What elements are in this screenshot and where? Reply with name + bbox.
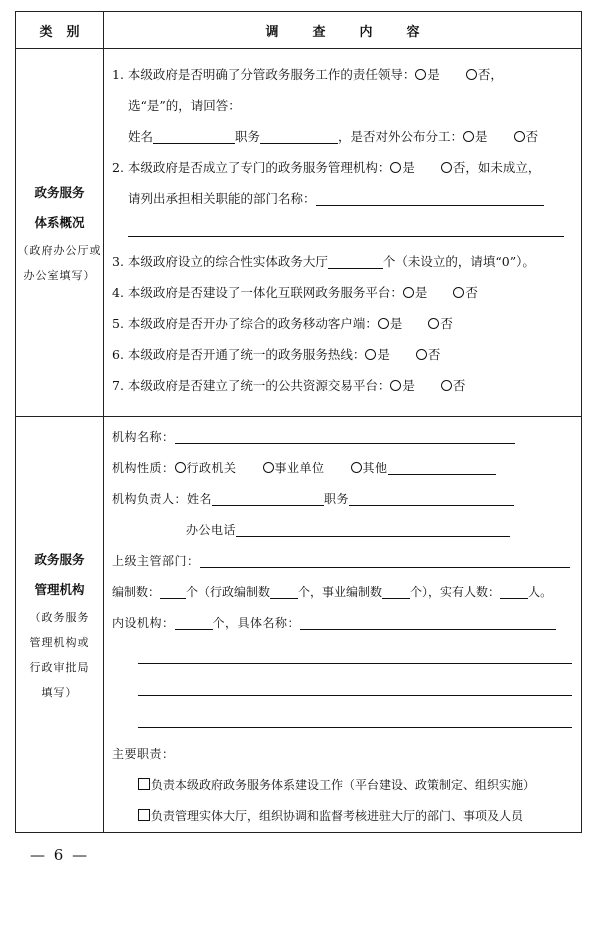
q2-no-radio[interactable] — [441, 162, 452, 173]
overview-note-1: （政府办公厅或 — [17, 243, 102, 257]
q1-no-radio[interactable] — [466, 69, 477, 80]
internal-names-field-3[interactable] — [138, 695, 572, 696]
q1-yes-radio[interactable] — [415, 69, 426, 80]
duty1-text: 负责本级政府政务服务体系建设工作（平台建设、政策制定、组织实施） — [151, 778, 536, 792]
q4-no-label: 否 — [465, 285, 478, 300]
duty1-line — [104, 770, 581, 801]
q6-yes-radio[interactable] — [365, 349, 376, 360]
org-name-line — [104, 422, 581, 453]
duties-label: 主要职责： — [112, 747, 175, 761]
q7-yes-radio[interactable] — [390, 380, 401, 391]
q5-no-label: 否 — [440, 316, 453, 331]
org-type-label: 机构性质： — [112, 461, 175, 475]
q6-text: 6. 本级政府是否开通了统一的政务服务热线： — [112, 347, 366, 362]
phone-field[interactable] — [236, 521, 510, 537]
org-type-other-radio[interactable] — [351, 462, 362, 473]
q4-yes-radio[interactable] — [403, 287, 414, 298]
q2-yes-radio[interactable] — [390, 162, 401, 173]
q1-line — [104, 59, 581, 90]
q6-no-label: 否 — [427, 347, 441, 362]
q1-job-label: 职务 — [235, 129, 261, 144]
q1-yes-label: 是 — [427, 67, 440, 82]
q3-text-a: 3. 本级政府设立的综合性实体政务大厅 — [112, 254, 328, 269]
q7-no-label: 否 — [452, 378, 466, 393]
internal-names-field-4[interactable] — [138, 727, 572, 728]
q7-line — [104, 370, 581, 401]
overview-note-2: 办公室填写） — [23, 268, 96, 282]
q2-dept-field[interactable] — [316, 190, 544, 206]
q2-yes-label: 是 — [402, 160, 415, 175]
superior-line — [104, 546, 581, 577]
leader-line — [104, 484, 581, 515]
staff-label-a: 编制数： — [112, 585, 161, 599]
org-name-label: 机构名称： — [112, 430, 175, 444]
leader-name-label: 机构负责人：姓名 — [112, 492, 213, 506]
q3-text-b: 个（未设立的，请填“0”）。 — [382, 254, 535, 269]
q1-public-yes-label: 是 — [475, 129, 488, 144]
q4-no-radio[interactable] — [453, 287, 464, 298]
duty2-checkbox[interactable] — [138, 809, 150, 821]
q2-blank-line — [104, 214, 581, 246]
staff-label-e: 人。 — [528, 585, 553, 599]
org-name-field[interactable] — [175, 428, 515, 444]
section-overview — [16, 49, 582, 417]
internal-count-field[interactable] — [175, 614, 213, 630]
overview-category-cell — [16, 49, 104, 417]
header-category: 类别 — [16, 12, 104, 49]
staff-line — [104, 577, 581, 608]
q2-text: 2. 本级政府是否成立了专门的政务服务管理机构： — [112, 160, 391, 175]
q4-text: 4. 本级政府是否建设了一体化互联网政务服务平台： — [112, 285, 403, 300]
q1-name-label: 姓名 — [128, 129, 154, 144]
overview-content-cell — [104, 49, 582, 417]
management-note-4: 填写） — [41, 685, 78, 699]
management-note-3: 行政审批局 — [29, 660, 90, 674]
q5-yes-radio[interactable] — [378, 318, 389, 329]
q4-yes-label: 是 — [414, 285, 428, 300]
q4-line — [104, 277, 581, 308]
q7-text: 7. 本级政府是否建立了统一的公共资源交易平台： — [112, 378, 391, 393]
q6-no-radio[interactable] — [416, 349, 427, 360]
q7-yes-label: 是 — [402, 378, 415, 393]
q3-line — [104, 246, 581, 277]
superior-label: 上级主管部门： — [112, 554, 200, 568]
q1-no-label: 否， — [477, 67, 503, 82]
page-number: — 6 — — [30, 846, 90, 864]
org-type-other-label: 其他 — [362, 461, 388, 475]
q3-hall-count-field[interactable] — [328, 253, 383, 269]
management-category-cell — [16, 417, 104, 833]
management-note-2: 管理机构或 — [29, 635, 90, 649]
management-note-1: （政务服务 — [29, 610, 90, 624]
duties-line — [104, 739, 581, 770]
org-type-institution-radio[interactable] — [263, 462, 274, 473]
q2-sub-line — [104, 183, 581, 214]
internal-blank-1 — [104, 639, 581, 671]
phone-line — [104, 515, 581, 546]
q1-text: 1. 本级政府是否明确了分管政务服务工作的责任领导： — [112, 67, 416, 82]
overview-title-1: 政务服务 — [34, 184, 85, 200]
q2-line — [104, 152, 581, 183]
management-title-1: 政务服务 — [34, 551, 85, 567]
org-type-admin-radio[interactable] — [175, 462, 186, 473]
q7-no-radio[interactable] — [441, 380, 452, 391]
header-row — [16, 12, 582, 49]
phone-label: 办公电话 — [186, 523, 237, 537]
duty2-text: 负责管理实体大厅，组织协调和监督考核进驻大厅的部门、事项及人员 — [151, 809, 524, 823]
q6-line — [104, 339, 581, 370]
internal-names-field[interactable] — [300, 614, 556, 630]
q1-sub-line — [104, 90, 581, 121]
q5-yes-label: 是 — [389, 316, 403, 331]
org-type-line — [104, 453, 581, 484]
q1-name-field[interactable] — [153, 128, 235, 144]
staff-actual-field[interactable] — [500, 583, 528, 599]
internal-blank-3 — [104, 703, 581, 735]
q1-public-no-label: 否 — [525, 129, 539, 144]
q2-dept-field-2[interactable] — [128, 236, 564, 237]
internal-label-b: 个，具体名称： — [212, 616, 301, 630]
internal-line — [104, 608, 581, 639]
superior-field[interactable] — [200, 552, 570, 568]
leader-name-field[interactable] — [212, 490, 324, 506]
overview-title-2: 体系概况 — [34, 214, 85, 230]
duty1-checkbox[interactable] — [138, 778, 150, 790]
internal-label-a: 内设机构： — [112, 616, 175, 630]
q5-line — [104, 308, 581, 339]
staff-label-b: 个（行政编制数 — [186, 585, 271, 599]
leader-job-label: 职务 — [324, 492, 350, 506]
staff-label-c: 个，事业编制数 — [298, 585, 383, 599]
q1-job-field[interactable] — [260, 128, 338, 144]
q2-sub-text: 请列出承担相关职能的部门名称： — [128, 191, 316, 206]
q1-public-no-radio[interactable] — [514, 131, 525, 142]
management-content-cell — [104, 417, 582, 833]
q5-no-radio[interactable] — [428, 318, 439, 329]
q1-sub-text: 选“是”的，请回答： — [128, 98, 241, 113]
staff-label-d: 个），实有人数： — [410, 585, 501, 599]
q6-yes-label: 是 — [377, 347, 390, 362]
q1-detail-line — [104, 121, 581, 152]
org-type-institution-label: 事业单位 — [274, 461, 325, 475]
q1-public-label: ，是否对外公布分工： — [338, 129, 464, 144]
leader-job-field[interactable] — [349, 490, 514, 506]
staff-admin-field[interactable] — [270, 583, 298, 599]
internal-names-field-2[interactable] — [138, 663, 572, 664]
management-title-2: 管理机构 — [34, 581, 85, 597]
staff-total-field[interactable] — [160, 583, 186, 599]
survey-table — [15, 11, 582, 833]
header-content: 调查内容 — [104, 12, 582, 49]
q5-text: 5. 本级政府是否开办了综合的政务移动客户端： — [112, 316, 378, 331]
org-type-other-field[interactable] — [388, 459, 496, 475]
internal-blank-2 — [104, 671, 581, 703]
duty2-line — [104, 801, 581, 832]
q1-public-yes-radio[interactable] — [463, 131, 474, 142]
org-type-admin-label: 行政机关 — [186, 461, 237, 475]
section-management — [16, 417, 582, 833]
staff-institution-field[interactable] — [382, 583, 410, 599]
q2-no-label: 否，如未成立， — [452, 160, 541, 175]
